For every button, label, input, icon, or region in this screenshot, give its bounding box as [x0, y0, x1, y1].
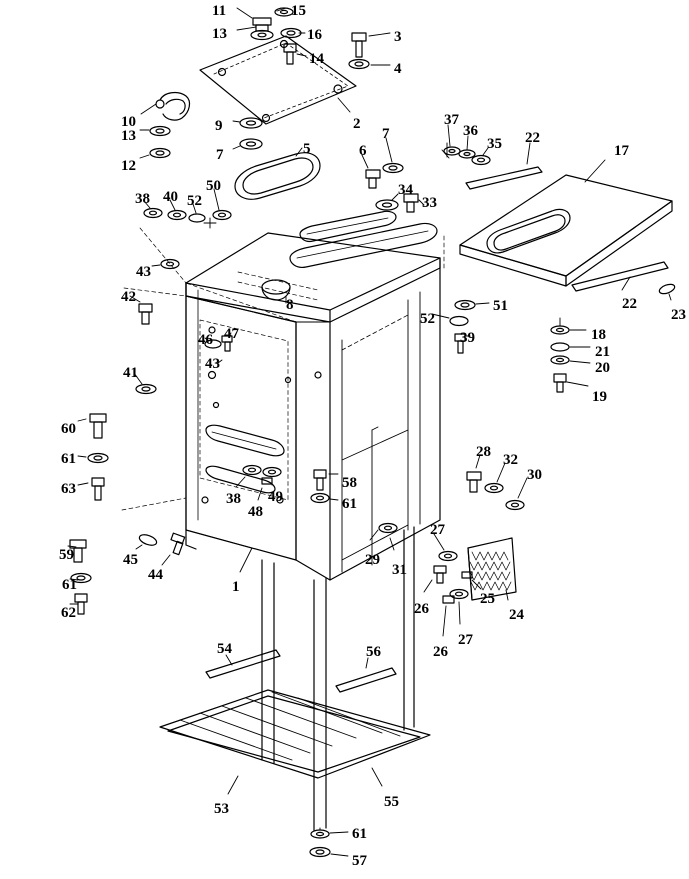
callout-label: 28 [476, 444, 491, 460]
callout-label: 6 [359, 143, 367, 159]
callout-label: 4 [394, 61, 402, 77]
callout-label: 1 [232, 579, 240, 595]
callout-label: 29 [365, 552, 380, 568]
callout-label: 22 [622, 296, 637, 312]
callout-label: 13 [212, 26, 227, 42]
callout-label: 21 [595, 344, 610, 360]
callout-label: 7 [382, 126, 390, 142]
callout-label: 11 [212, 3, 227, 19]
callout-label: 23 [671, 307, 686, 323]
callout-label: 17 [614, 143, 629, 159]
callout-label: 51 [493, 298, 508, 314]
callout-label: 50 [206, 178, 221, 194]
callout-label: 42 [121, 289, 136, 305]
callout-label: 30 [527, 467, 542, 483]
callout-label: 61 [62, 577, 77, 593]
callout-label: 36 [463, 123, 478, 139]
callout-label: 31 [392, 562, 407, 578]
callout-label: 52 [420, 311, 435, 327]
callout-label: 53 [214, 801, 229, 817]
callout-label: 2 [353, 116, 361, 132]
callout-label: 10 [121, 114, 136, 130]
callout-label: 16 [307, 27, 322, 43]
callout-label: 9 [215, 118, 223, 134]
callout-label: 13 [121, 128, 136, 144]
callout-label: 15 [291, 3, 306, 19]
callout-label: 45 [123, 552, 138, 568]
callout-label: 22 [525, 130, 540, 146]
callout-label: 47 [224, 326, 239, 342]
callout-label: 52 [187, 193, 202, 209]
callout-label: 56 [366, 644, 381, 660]
callout-label: 48 [248, 504, 263, 520]
callout-label: 37 [444, 112, 459, 128]
callout-label: 24 [509, 607, 524, 623]
callout-label: 5 [303, 141, 311, 157]
callout-label: 43 [136, 264, 151, 280]
callout-label: 7 [216, 147, 224, 163]
callout-label: 62 [61, 605, 76, 621]
callout-label: 59 [59, 547, 74, 563]
callout-label: 61 [61, 451, 76, 467]
callout-label: 18 [591, 327, 606, 343]
callout-label: 8 [286, 297, 294, 313]
callout-label: 34 [398, 182, 413, 198]
callout-label: 58 [342, 475, 357, 491]
callout-label: 41 [123, 365, 138, 381]
callout-label: 39 [460, 330, 475, 346]
callout-label: 54 [217, 641, 232, 657]
callout-label: 61 [342, 496, 357, 512]
callout-label: 63 [61, 481, 76, 497]
callout-label: 38 [226, 491, 241, 507]
callout-label: 14 [309, 51, 324, 67]
callout-label: 46 [198, 332, 213, 348]
callout-label: 32 [503, 452, 518, 468]
callout-label: 44 [148, 567, 163, 583]
callout-label: 19 [592, 389, 607, 405]
callout-label: 3 [394, 29, 402, 45]
callout-label: 26 [433, 644, 448, 660]
callout-label: 49 [268, 489, 283, 505]
callout-label: 40 [163, 189, 178, 205]
callout-label: 38 [135, 191, 150, 207]
callout-label: 25 [480, 591, 495, 607]
callout-label: 27 [458, 632, 473, 648]
callout-label: 12 [121, 158, 136, 174]
callout-label: 33 [422, 195, 437, 211]
callout-label: 27 [430, 522, 445, 538]
callout-label: 55 [384, 794, 399, 810]
callout-label: 35 [487, 136, 502, 152]
callout-label: 26 [414, 601, 429, 617]
callout-label: 60 [61, 421, 76, 437]
callout-label: 57 [352, 853, 367, 869]
callout-label: 20 [595, 360, 610, 376]
callout-label: 61 [352, 826, 367, 842]
callout-label: 43 [205, 356, 220, 372]
